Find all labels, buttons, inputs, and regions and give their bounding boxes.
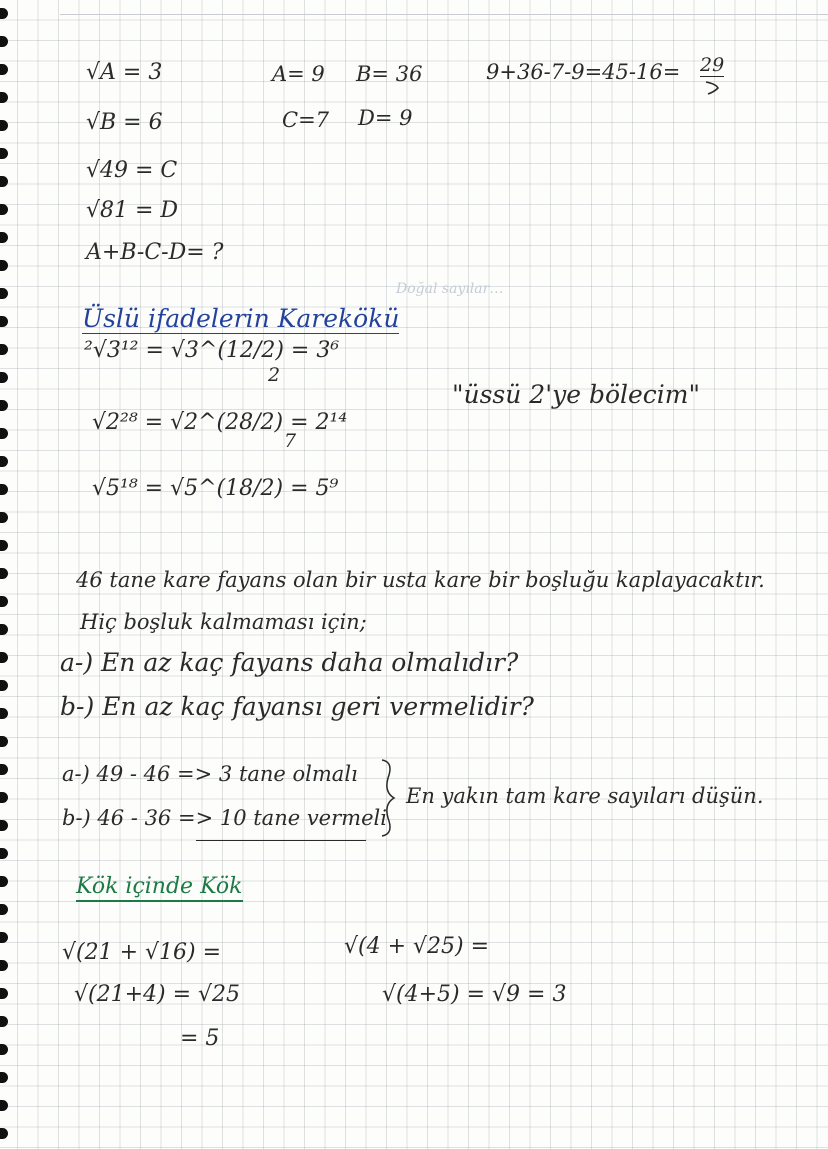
- binding-hole: [0, 960, 8, 971]
- binding-hole: [0, 120, 8, 131]
- faint-background-text: Doğal sayılar…: [396, 281, 504, 297]
- question-expression: A+B-C-D= ?: [86, 240, 224, 265]
- spiral-binding: [0, 0, 10, 1149]
- nested-example-2-line-2: √(4+5) = √9 = 3: [382, 982, 567, 1007]
- value-d: D= 9: [358, 106, 413, 130]
- tip-quote: "üssü 2'ye bölecim": [452, 380, 700, 409]
- nested-example-2-line-1: √(4 + √25) =: [344, 934, 490, 959]
- binding-hole: [0, 736, 8, 747]
- calculation: 9+36-7-9=45-16=: [486, 60, 681, 84]
- binding-hole: [0, 904, 8, 915]
- binding-hole: [0, 596, 8, 607]
- section-title-exponent-roots: Üslü ifadelerin Karekökü: [82, 304, 400, 333]
- equation-sqrt-b: √B = 6: [86, 110, 163, 135]
- binding-hole: [0, 316, 8, 327]
- example-exponent-2: √2²⁸ = √2^(28/2) = 2¹⁴: [92, 410, 348, 435]
- question-a: a-) En az kaç fayans daha olmalıdır?: [60, 648, 519, 677]
- binding-hole: [0, 64, 8, 75]
- binding-hole: [0, 820, 8, 831]
- value-a: A= 9: [272, 62, 325, 86]
- binding-hole: [0, 1016, 8, 1027]
- binding-hole: [0, 988, 8, 999]
- nested-example-1-line-2: √(21+4) = √25: [74, 982, 241, 1007]
- problem-line-2: Hiç boşluk kalmaması için;: [80, 610, 367, 634]
- binding-hole: [0, 764, 8, 775]
- equation-sqrt-81: √81 = D: [86, 198, 179, 223]
- binding-hole: [0, 456, 8, 467]
- example-exponent-2-note: 7: [284, 430, 297, 452]
- section-title-nested-roots: Kök içinde Kök: [76, 876, 243, 902]
- binding-hole: [0, 848, 8, 859]
- binding-hole: [0, 260, 8, 271]
- binding-hole: [0, 792, 8, 803]
- binding-hole: [0, 1072, 8, 1083]
- page-top-rule: [60, 14, 828, 15]
- binding-hole: [0, 652, 8, 663]
- hint-text: En yakın tam kare sayıları düşün.: [406, 784, 764, 808]
- binding-hole: [0, 1044, 8, 1055]
- answer-value: 29: [700, 54, 725, 76]
- answer-underline: [196, 840, 366, 841]
- answer-b: b-) 46 - 36 => 10 tane vermeli: [62, 806, 387, 830]
- binding-hole: [0, 288, 8, 299]
- curly-brace-icon: [378, 758, 400, 838]
- nested-example-1-line-1: √(21 + √16) =: [62, 940, 222, 965]
- binding-hole: [0, 932, 8, 943]
- binding-hole: [0, 1128, 8, 1139]
- binding-hole: [0, 428, 8, 439]
- equation-sqrt-49: √49 = C: [86, 158, 178, 183]
- binding-hole: [0, 1100, 8, 1111]
- binding-hole: [0, 680, 8, 691]
- binding-hole: [0, 540, 8, 551]
- value-b: B= 36: [356, 62, 423, 86]
- binding-hole: [0, 624, 8, 635]
- value-c: C=7: [282, 108, 330, 132]
- binding-hole: [0, 568, 8, 579]
- binding-hole: [0, 36, 8, 47]
- problem-line-1: 46 tane kare fayans olan bir usta kare bir boşluğu kaplayacaktır.: [76, 568, 765, 592]
- binding-hole: [0, 484, 8, 495]
- checkmark-icon: [704, 80, 724, 96]
- binding-hole: [0, 400, 8, 411]
- binding-hole: [0, 176, 8, 187]
- answer-a: a-) 49 - 46 => 3 tane olmalı: [62, 762, 358, 786]
- binding-hole: [0, 708, 8, 719]
- binding-hole: [0, 92, 8, 103]
- question-b: b-) En az kaç fayansı geri vermelidir?: [60, 692, 534, 721]
- binding-hole: [0, 876, 8, 887]
- example-exponent-1: ²√3¹² = √3^(12/2) = 3⁶: [84, 338, 340, 363]
- binding-hole: [0, 204, 8, 215]
- example-exponent-1-note: 2: [268, 364, 281, 386]
- example-exponent-3: √5¹⁸ = √5^(18/2) = 5⁹: [92, 476, 339, 501]
- binding-hole: [0, 344, 8, 355]
- binding-hole: [0, 232, 8, 243]
- equation-sqrt-a: √A = 3: [86, 60, 163, 85]
- binding-hole: [0, 512, 8, 523]
- binding-hole: [0, 148, 8, 159]
- binding-hole: [0, 8, 8, 19]
- binding-hole: [0, 372, 8, 383]
- nested-example-1-result: = 5: [180, 1026, 220, 1051]
